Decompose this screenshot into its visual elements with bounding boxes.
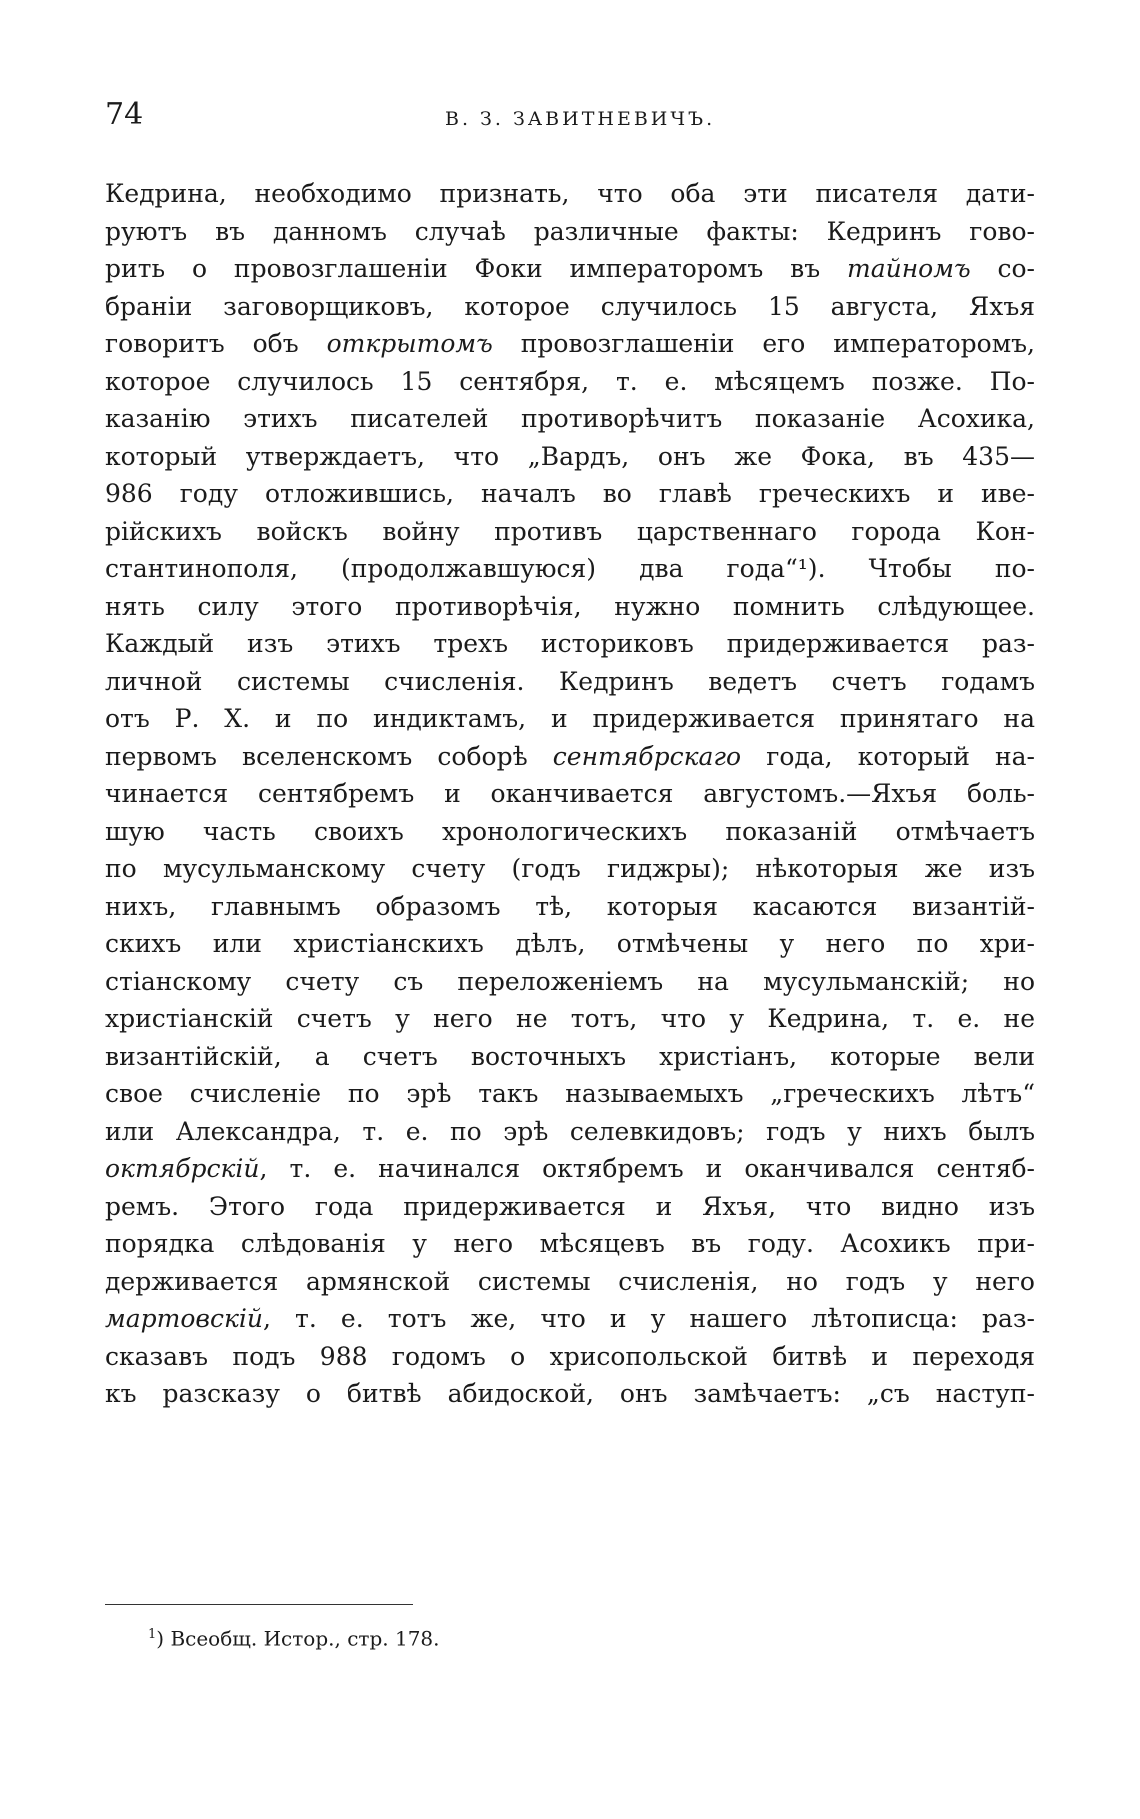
italic-term: мартовскій [105, 1304, 263, 1333]
text-line: первомъ вселенскомъ соборѣ сентябрскаго года, который на- [105, 741, 1035, 771]
text-line: нихъ, главнымъ образомъ тѣ, которыя касаются византій- [105, 891, 1035, 921]
page-number: 74 [105, 97, 144, 132]
text-line: къ разсказу о битвѣ абидоской, онъ замѣчаетъ: „съ наступ- [105, 1379, 1035, 1408]
text-line: браніи заговорщиковъ, которое случилось 15 августа, Яхъя [105, 291, 1035, 321]
text-line: ремъ. Этого года придерживается и Яхъя, что видно изъ [105, 1191, 1035, 1221]
text-line: шую часть своихъ хронологическихъ показаній отмѣчаетъ [105, 816, 1035, 846]
text-line: октябрскій, т. е. начинался октябремъ и оканчивался сентяб- [105, 1154, 1035, 1183]
text-line: рить о провозглашеніи Фоки императоромъ въ тайномъ со- [105, 254, 1035, 283]
text-line: которое случилось 15 сентября, т. е. мѣсяцемъ позже. По- [105, 366, 1035, 396]
running-title: В. З. ЗАВИТНЕВИЧЪ. [445, 108, 716, 130]
text-line: Каждый изъ этихъ трехъ историковъ придерживается раз- [105, 629, 1035, 658]
text-line: держивается армянской системы счисленія, но годъ у него [105, 1266, 1035, 1296]
footnote-text: ) Всеобщ. Истор., стр. 178. [156, 1626, 440, 1651]
text-line: стантинополя, (продолжавшуюся) два года“¹). Чтобы по- [105, 554, 1035, 583]
footnote-divider [105, 1604, 413, 1605]
text-line: отъ Р. Х. и по индиктамъ, и придерживается принятаго на [105, 704, 1035, 733]
text-line: свое счисленіе по эрѣ такъ называемыхъ „греческихъ лѣтъ“ [105, 1079, 1035, 1108]
text-line: сказавъ подъ 988 годомъ о хрисопольской битвѣ и переходя [105, 1341, 1035, 1371]
text-line: порядка слѣдованія у него мѣсяцевъ въ году. Асохикъ при- [105, 1229, 1035, 1258]
italic-term: сентябрскаго [552, 741, 742, 771]
text-line: скихъ или христіанскихъ дѣлъ, отмѣчены у него по хри- [105, 929, 1035, 958]
italic-term: октябрскій [105, 1154, 260, 1183]
text-line: византійскій, а счетъ восточныхъ христіанъ, которые вели [105, 1041, 1035, 1071]
text-line: 986 году отложившись, началъ во главѣ греческихъ и ивe- [105, 479, 1035, 508]
text-line: говоритъ объ открытомъ провозглашеніи его императоромъ, [105, 329, 1035, 358]
text-line: личной системы счисленія. Кедринъ ведетъ счетъ годамъ [105, 666, 1035, 696]
text-line: который утверждаетъ, что „Вардъ, онъ же Фока, въ 435— [105, 441, 1035, 471]
text-line: мартовскій, т. е. тотъ же, что и у нашего лѣтописца: раз- [105, 1304, 1035, 1333]
text-line: чинается сентябремъ и оканчивается августомъ.—Яхъя боль- [105, 779, 1035, 808]
text-line: казанію этихъ писателей противорѣчитъ показаніе Асохика, [105, 404, 1035, 433]
italic-term: открытомъ [326, 329, 493, 358]
italic-term: тайномъ [846, 254, 971, 283]
text-line: или Александра, т. е. по эрѣ селевкидовъ; годъ у нихъ былъ [105, 1116, 1035, 1146]
text-line: нять силу этого противорѣчія, нужно помнить слѣдующее. [105, 591, 1035, 621]
text-line: стіанскому счету съ переложеніемъ на мусульманскій; но [105, 966, 1035, 996]
text-line: руютъ въ данномъ случаѣ различные факты: Кедринъ гово- [105, 216, 1035, 246]
text-line: Кедрина, необходимо признать, что оба эти писателя дати- [105, 179, 1035, 208]
footnote-marker: 1 [148, 1627, 157, 1642]
footnote [148, 1622, 440, 1652]
text-line: по мусульманскому счету (годъ гиджры); нѣкоторыя же изъ [105, 854, 1035, 883]
body-text [105, 175, 1035, 1413]
page-header [105, 97, 1035, 140]
text-line: христіанскій счетъ у него не тотъ, что у Кедрина, т. е. не [105, 1004, 1035, 1033]
text-line: рійскихъ войскъ войну противъ царственнаго города Кон- [105, 516, 1035, 546]
